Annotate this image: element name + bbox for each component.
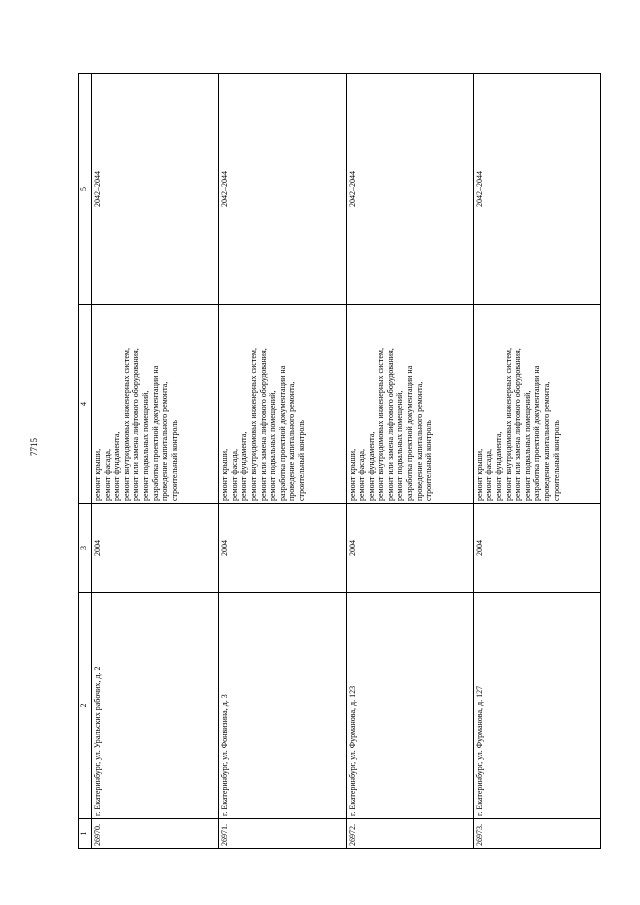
row-number: 26973. <box>473 819 600 849</box>
work-item: ремонт фундамента, <box>239 431 249 501</box>
year-cell: 2004 <box>219 504 346 593</box>
work-item: проведение капитального ремонта, <box>541 381 551 501</box>
period-cell: 2042–2044 <box>92 74 219 305</box>
address-cell: г. Екатеринбург, ул. Уральских рабочих, д. 2 <box>92 593 219 819</box>
work-item: ремонт внутридомовых инженерных систем, <box>249 348 259 501</box>
work-item: проведение капитального ремонта, <box>414 381 424 501</box>
period-cell: 2042–2044 <box>473 74 600 305</box>
address-cell: г. Екатеринбург, ул. Фурманова, д. 123 <box>346 593 473 819</box>
works-cell <box>92 305 219 504</box>
work-item: ремонт крыши, <box>347 448 357 501</box>
header-row <box>79 74 92 849</box>
row-number: 26971. <box>219 819 346 849</box>
work-item: ремонт крыши, <box>220 448 230 501</box>
work-item: строительный контроль <box>169 420 179 501</box>
column-header-5: 5 <box>79 74 92 305</box>
page-number: 7715 <box>29 438 39 456</box>
table-row <box>92 74 219 849</box>
work-item: ремонт фасада, <box>357 449 367 501</box>
work-item: разработка проектной документации на <box>150 365 160 501</box>
column-header-4: 4 <box>79 305 92 504</box>
work-item: ремонт внутридомовых инженерных систем, <box>376 348 386 501</box>
work-item: ремонт подвальных помещений, <box>140 390 150 501</box>
work-item: строительный контроль <box>551 420 561 501</box>
work-item: ремонт крыши, <box>474 448 484 501</box>
work-item: ремонт крыши, <box>93 448 102 501</box>
document-sheet <box>78 79 601 849</box>
year-cell: 2004 <box>92 504 219 593</box>
works-cell <box>346 305 473 504</box>
table-row <box>346 74 473 849</box>
works-cell <box>473 305 600 504</box>
work-item: ремонт подвальных помещений, <box>522 390 532 501</box>
work-item: ремонт или замена лифтового оборудования, <box>258 348 268 501</box>
work-item: ремонт внутридомовых инженерных систем, <box>503 348 513 501</box>
work-item: ремонт или замена лифтового оборудования, <box>513 348 523 501</box>
address-cell: г. Екатеринбург, ул. Фонвизина, д. 3 <box>219 593 346 819</box>
period-cell: 2042–2044 <box>219 74 346 305</box>
work-item: ремонт или замена лифтового оборудования, <box>385 348 395 501</box>
period-cell: 2042–2044 <box>346 74 473 305</box>
year-cell: 2004 <box>473 504 600 593</box>
work-item: строительный контроль <box>297 420 306 501</box>
work-item: ремонт фасада, <box>102 449 112 501</box>
work-item: ремонт подвальных помещений, <box>268 390 278 501</box>
work-item: проведение капитального ремонта, <box>287 381 297 501</box>
work-item: разработка проектной документации на <box>405 365 415 501</box>
year-cell: 2004 <box>346 504 473 593</box>
work-item: ремонт внутридомовых инженерных систем, <box>121 348 131 501</box>
repair-schedule-table <box>78 73 601 849</box>
row-number: 26972. <box>346 819 473 849</box>
row-number: 26970. <box>92 819 219 849</box>
table-row <box>473 74 600 849</box>
work-item: ремонт подвальных помещений, <box>395 390 405 501</box>
work-item: ремонт фасада, <box>229 449 239 501</box>
work-item: разработка проектной документации на <box>277 365 287 501</box>
work-item: разработка проектной документации на <box>532 365 542 501</box>
column-header-1: 1 <box>79 819 92 849</box>
work-item: строительный контроль <box>424 420 434 501</box>
table-row <box>219 74 346 849</box>
column-header-2: 2 <box>79 593 92 819</box>
work-item: ремонт фасада, <box>484 449 494 501</box>
address-cell: г. Екатеринбург, ул. Фурманова, д. 127 <box>473 593 600 819</box>
work-item: ремонт фундамента, <box>112 431 122 501</box>
work-item: ремонт или замена лифтового оборудования, <box>131 348 141 501</box>
work-item: ремонт фундамента, <box>366 431 376 501</box>
column-header-3: 3 <box>79 504 92 593</box>
work-item: проведение капитального ремонта, <box>160 381 170 501</box>
works-cell <box>219 305 346 504</box>
work-item: ремонт фундамента, <box>493 431 503 501</box>
